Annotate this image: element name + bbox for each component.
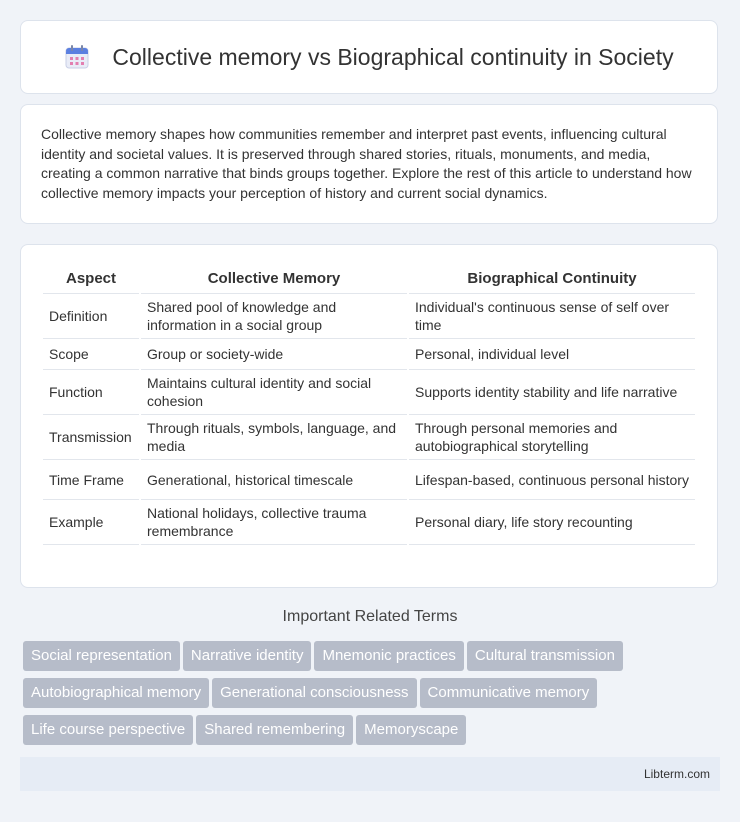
table-cell: Maintains cultural identity and social cohesion: [141, 370, 407, 415]
column-header-biographical-continuity: Biographical Continuity: [409, 263, 695, 294]
table-row: [43, 339, 695, 370]
intro-text: Collective memory shapes how communities remember and interpret past events, influencing cultural identity and societal values. It is preserved through shared stories, rituals, monuments, and media, creating a common narrative that binds groups together. Explore the rest of this article to understand how collective memory impacts your perception of history and current social dynamics.: [41, 126, 692, 201]
related-term-tag[interactable]: Memoryscape: [356, 715, 466, 745]
table-cell: Shared pool of knowledge and information in a social group: [141, 294, 407, 339]
related-term-tag[interactable]: Generational consciousness: [212, 678, 416, 708]
comparison-card: [20, 244, 718, 588]
table-row: [43, 500, 695, 545]
table-cell: Generational, historical timescale: [141, 460, 407, 500]
table-cell: Through rituals, symbols, language, and media: [141, 415, 407, 460]
table-cell: Supports identity stability and life narrative: [409, 370, 695, 415]
related-term-tag[interactable]: Life course perspective: [23, 715, 193, 745]
table-cell: Time Frame: [43, 460, 139, 500]
table-cell: Scope: [43, 339, 139, 370]
table-cell: Personal diary, life story recounting: [409, 500, 695, 545]
table-row: [43, 460, 695, 500]
related-term-tag[interactable]: Autobiographical memory: [23, 678, 209, 708]
table-row: [43, 415, 695, 460]
table-cell: Definition: [43, 294, 139, 339]
page-header: [20, 20, 718, 94]
related-term-tag[interactable]: Communicative memory: [420, 678, 598, 708]
table-cell: Transmission: [43, 415, 139, 460]
table-cell: Lifespan-based, continuous personal history: [409, 460, 695, 500]
table-cell: Example: [43, 500, 139, 545]
page-title: Collective memory vs Biographical continuity in Society: [112, 43, 674, 70]
related-term-tag[interactable]: Social representation: [23, 641, 180, 671]
footer: [20, 757, 720, 791]
footer-brand-link[interactable]: Libterm.com: [643, 767, 710, 781]
comparison-table: [41, 263, 697, 545]
table-cell: National holidays, collective trauma remembrance: [141, 500, 407, 545]
table-cell: Through personal memories and autobiographical storytelling: [409, 415, 695, 460]
table-row: [43, 370, 695, 415]
column-header-collective-memory: Collective Memory: [141, 263, 407, 294]
calendar-icon: [64, 44, 90, 70]
related-term-tag[interactable]: Mnemonic practices: [314, 641, 463, 671]
related-term-tag[interactable]: Narrative identity: [183, 641, 312, 671]
related-terms-title: Important Related Terms: [282, 608, 458, 625]
related-term-tag[interactable]: Shared remembering: [196, 715, 353, 745]
table-cell: Group or society-wide: [141, 339, 407, 370]
intro-card: [20, 104, 718, 224]
related-terms-list: [23, 641, 723, 752]
table-cell: Function: [43, 370, 139, 415]
related-term-tag[interactable]: Cultural transmission: [467, 641, 623, 671]
table-cell: Individual's continuous sense of self over time: [409, 294, 695, 339]
table-row: [43, 294, 695, 339]
table-header-row: [43, 263, 695, 294]
column-header-aspect: Aspect: [43, 263, 139, 294]
table-cell: Personal, individual level: [409, 339, 695, 370]
